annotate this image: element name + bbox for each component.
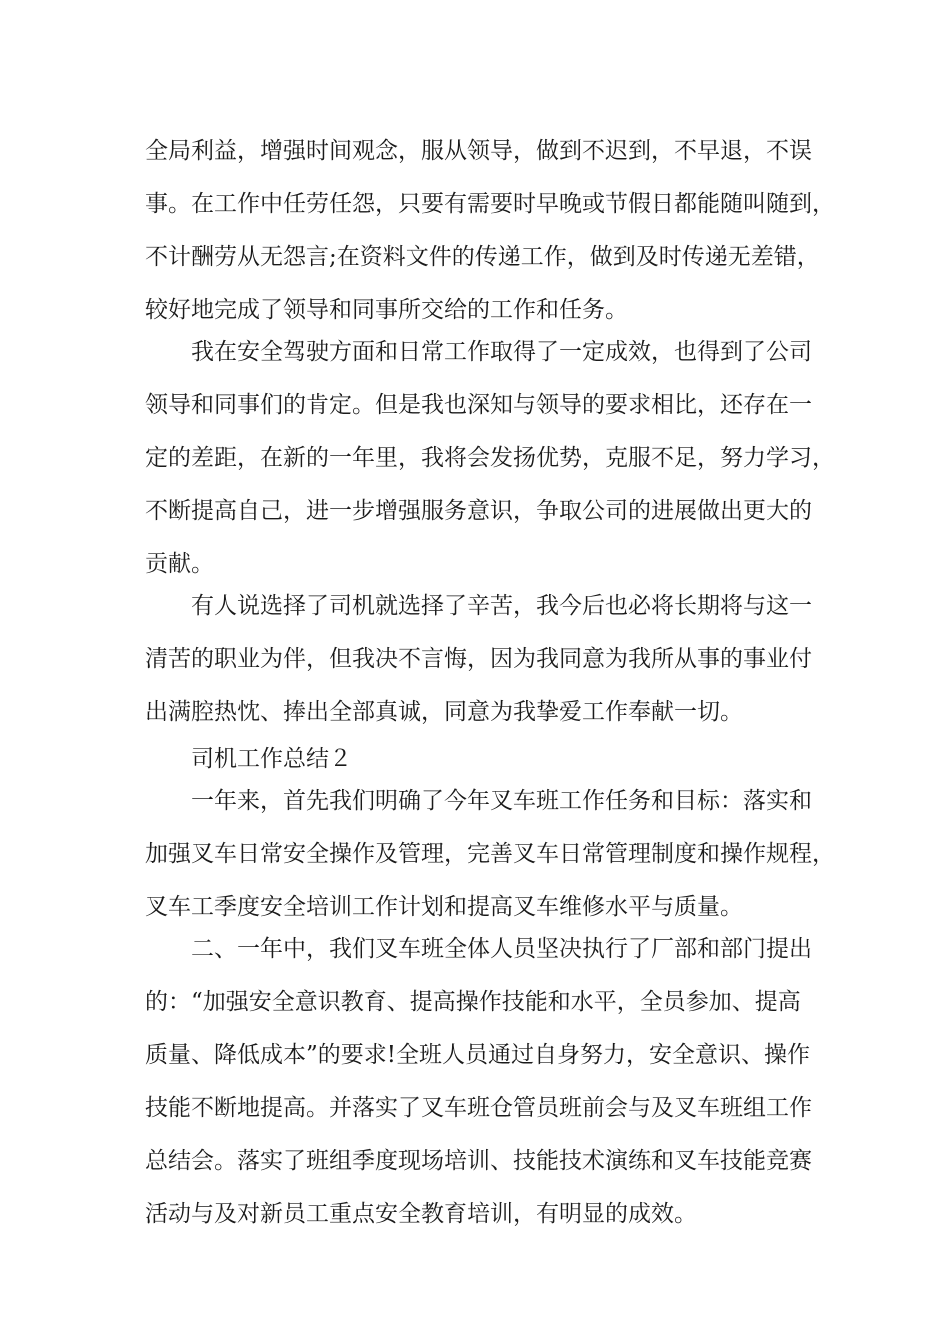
paragraph-first-line: 我在安全驾驶方面和日常工作取得了一定成效，也得到了公司 (191, 339, 812, 365)
text-line: 全局利益，增强时间观念，服从领导，做到不迟到，不早退，不误 (145, 138, 812, 164)
text-line: 较好地完成了领导和同事所交给的工作和任务。 (145, 297, 628, 323)
text-line: 不计酬劳从无怨言;在资料文件的传递工作，做到及时传递无差错， (145, 244, 820, 270)
text-line: 的：“加强安全意识教育、提高操作技能和水平，全员参加、提高 (145, 989, 801, 1015)
text-line: 加强叉车日常安全操作及管理，完善叉车日常管理制度和操作规程， (145, 841, 835, 867)
text-line: 总结会。落实了班组季度现场培训、技能技术演练和叉车技能竞赛 (145, 1148, 812, 1174)
text-line: 活动与及对新员工重点安全教育培训，有明显的成效。 (145, 1201, 697, 1227)
text-line: 领导和同事们的肯定。但是我也深知与领导的要求相比，还存在一 (145, 392, 812, 418)
text-line: 技能不断地提高。并落实了叉车班仓管员班前会与及叉车班组工作 (145, 1095, 812, 1121)
text-line: 清苦的职业为伴，但我决不言悔，因为我同意为我所从事的事业付 (145, 646, 812, 672)
section-heading: 司机工作总结２ (191, 746, 352, 772)
text-line: 事。在工作中任劳任怨，只要有需要时早晚或节假日都能随叫随到， (145, 191, 835, 217)
text-line: 叉车工季度安全培训工作计划和提高叉车维修水平与质量。 (145, 894, 743, 920)
text-line: 出满腔热忱、捧出全部真诚，同意为我挚爱工作奉献一切。 (145, 699, 743, 725)
text-line: 贡献。 (145, 551, 214, 577)
text-line: 定的差距，在新的一年里，我将会发扬优势，克服不足，努力学习， (145, 445, 835, 471)
paragraph-first-line: 有人说选择了司机就选择了辛苦，我今后也必将长期将与这一 (191, 593, 812, 619)
text-line: 不断提高自己，进一步增强服务意识，争取公司的进展做出更大的 (145, 498, 812, 524)
paragraph-first-line: 二、一年中，我们叉车班全体人员坚决执行了厂部和部门提出 (191, 936, 812, 962)
paragraph-first-line: 一年来，首先我们明确了今年叉车班工作任务和目标：落实和 (191, 788, 812, 814)
text-line: 质量、降低成本”的要求!全班人员通过自身努力，安全意识、操作 (145, 1042, 811, 1068)
